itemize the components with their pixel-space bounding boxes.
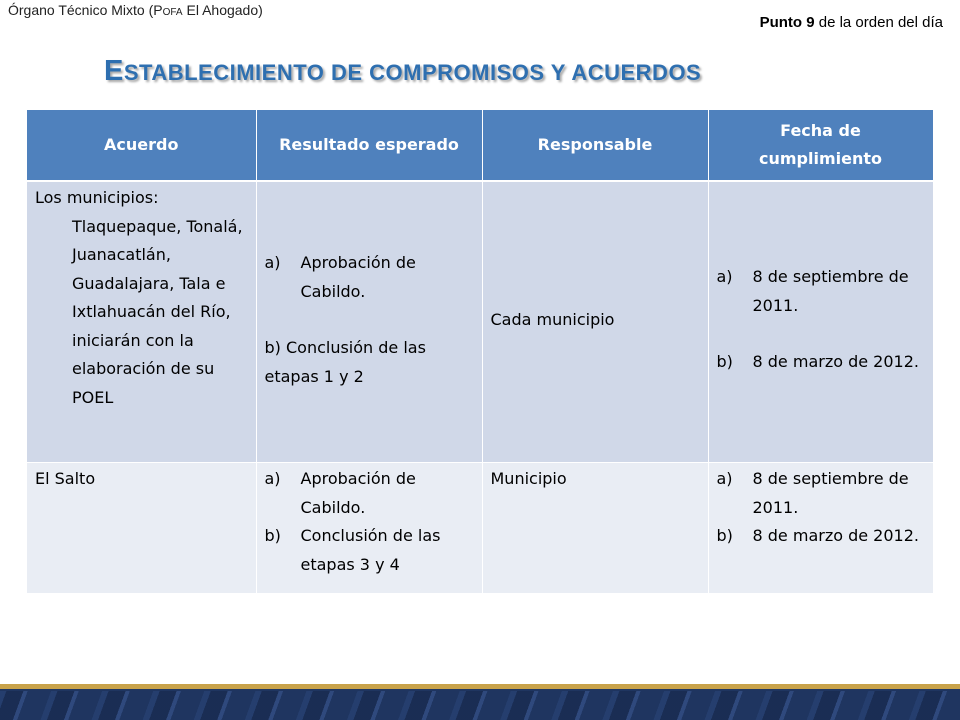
cell-responsable: Municipio [482,463,708,594]
agenda-point-label: Punto 9 de la orden del día [759,14,943,31]
list-item: a) Aprobación de Cabildo. [264,469,416,517]
organization-label: Órgano Técnico Mixto (POFA El Ahogado) [8,2,263,18]
cell-responsable: Cada municipio [482,181,708,463]
cell-fecha [708,463,933,594]
list-item: b) 8 de marzo de 2012. [716,526,919,545]
list-item: a) 8 de septiembre de 2011. [716,267,909,315]
footer-decorative-bar [0,684,960,720]
list-item: a) 8 de septiembre de 2011. [716,469,909,517]
header-fecha-cumplimiento: Fecha de cumplimiento [708,110,933,181]
cell-fecha [708,181,933,463]
cell-resultado [256,181,482,463]
footer-gold-line [0,684,960,689]
list-item: b) Conclusión de las etapas 1 y 2 [264,338,426,386]
cell-acuerdo: Los municipios: Tlaquepaque, Tonalá, Juanacatlán, Guadalajara, Tala e Ixtlahuacán del Río, iniciarán con la elaboración de su POEL [27,181,256,463]
list-item: b) 8 de marzo de 2012. [716,352,919,372]
cell-resultado [256,463,482,594]
table-row [27,463,933,594]
table-header-row [27,110,933,181]
agreements-table [27,110,934,594]
header-resultado-esperado: Resultado esperado [256,110,482,181]
list-item: b) Conclusión de las etapas 3 y 4 [264,526,441,574]
cell-acuerdo: El Salto [27,463,256,594]
list-item: a) Aprobación de Cabildo. [264,253,416,301]
table-row [27,181,933,463]
footer-pattern [0,691,960,720]
header-responsable: Responsable [482,110,708,181]
header-acuerdo: Acuerdo [27,110,256,181]
slide-title: ESTABLECIMIENTO DE COMPROMISOS Y ACUERDOS [104,55,702,87]
